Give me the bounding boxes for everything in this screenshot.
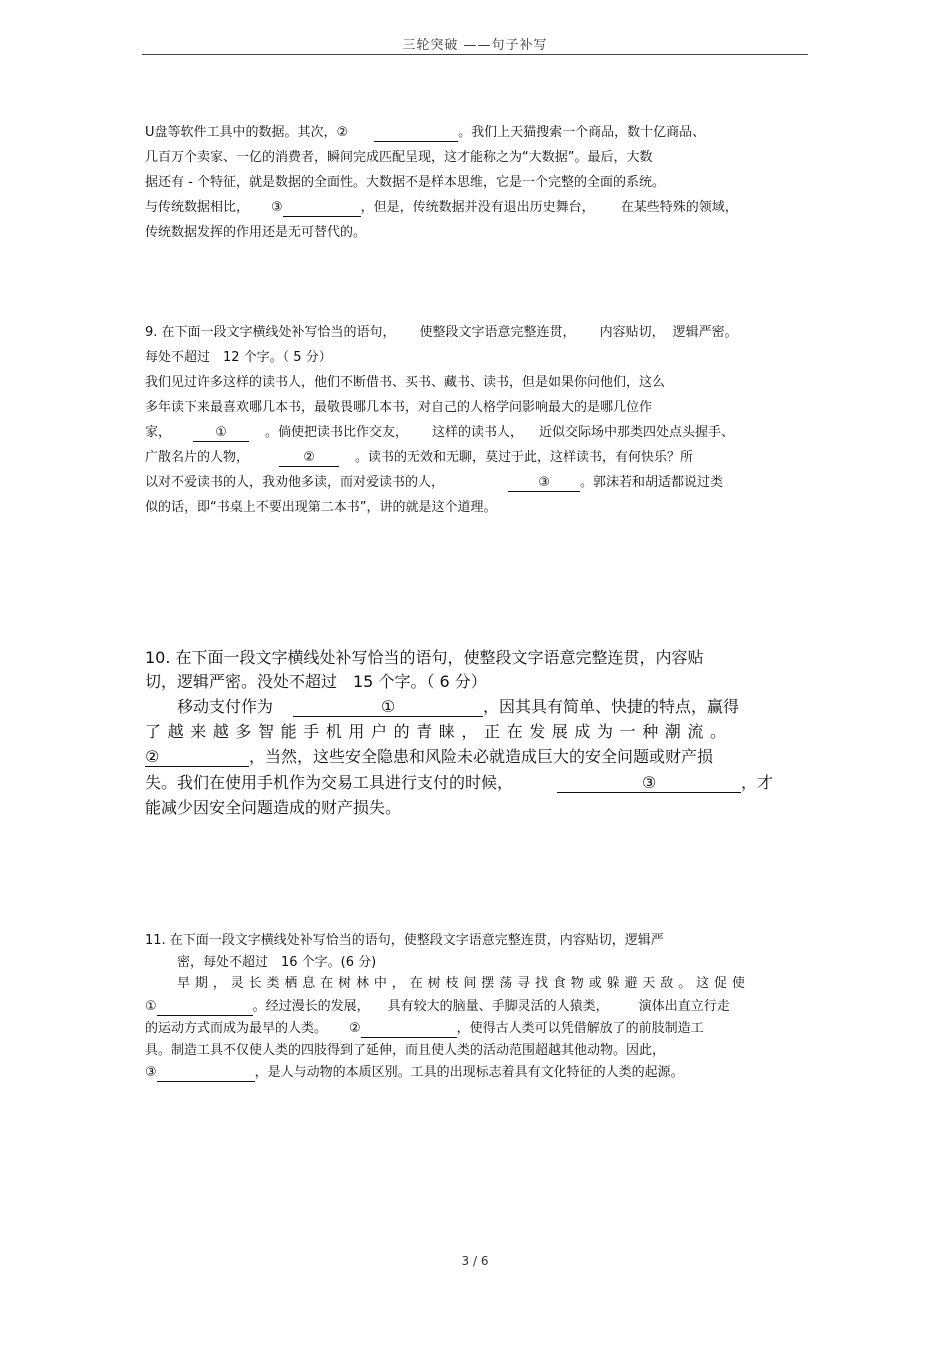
answer-blank-2[interactable]: ②: [145, 748, 249, 767]
answer-blank[interactable]: [374, 126, 458, 142]
q10-line: 能减少因安全问题造成的财产损失。: [145, 798, 402, 817]
p8-line: 与传统数据相比， ③ ，但是，传统数据并没有退出历史舞台， 在某些特殊的领域，: [145, 200, 738, 215]
answer-blank-1[interactable]: ①: [193, 426, 249, 442]
answer-blank-3[interactable]: [157, 1066, 255, 1082]
q11-line: 早期，灵长类栖息在树林中，在树枝间摆荡寻找食物或躲避天敌。这促使: [177, 976, 750, 991]
page-number: 3 / 6: [461, 1254, 489, 1268]
q9-line: 似的话，即“书桌上不要出现第二本书”，讲的就是这个道理。: [145, 500, 497, 515]
q9-prompt: 9. 在下面一段文字横线处补写恰当的语句， 使整段文字语意完整连贯， 内容贴切， 逻辑严密。: [145, 325, 738, 340]
header-divider: [142, 54, 808, 55]
answer-blank-1[interactable]: [157, 1000, 253, 1016]
p8-line: 几百万个卖家、一亿的消费者，瞬间完成匹配呈现，这才能称之为“大数据”。最后，大数: [145, 150, 653, 165]
q10-line: 失。我们在使用手机作为交易工具进行支付的时候， ③ ，才: [145, 773, 774, 792]
p8-line: 据还有 - 个特征，就是数据的全面性。大数据不是样本思维，它是一个完整的全面的系统。: [145, 175, 665, 190]
q9-line: 多年读下来最喜欢哪几本书，最敬畏哪几本书，对自己的人格学问影响最大的是哪几位作: [145, 400, 653, 415]
p8-line: U盘等软件工具中的数据。其次，② 。我们上天猫搜索一个商品，数十亿商品、: [145, 125, 706, 140]
answer-blank-2[interactable]: [361, 1022, 457, 1038]
answer-blank-1[interactable]: ①: [293, 698, 483, 717]
p8-line: 传统数据发挥的作用还是无可替代的。: [145, 225, 367, 240]
q11-line: ① 。经过漫长的发展， 具有较大的脑量、手脚灵活的人猿类， 演体出直立行走: [145, 999, 730, 1014]
answer-blank-3[interactable]: ③: [508, 476, 580, 492]
q11-line: ③ ，是人与动物的本质区别。工具的出现标志着具有文化特征的人类的起源。: [145, 1065, 684, 1080]
q9-line: 我们见过许多这样的读书人，他们不断借书、买书、藏书、读书，但是如果你问他们，这么: [145, 375, 666, 390]
q10-prompt: 10. 在下面一段文字横线处补写恰当的语句，使整段文字语意完整连贯，内容贴: [145, 648, 704, 667]
q10-line: 移动支付作为 ① ，因其具有简单、快捷的特点，赢得: [177, 697, 740, 716]
q11-prompt: 密，每处不超过 16 个字。(6 分): [177, 955, 377, 970]
q10-prompt: 切，逻辑严密。没处不超过 15 个字。（ 6 分）: [145, 672, 487, 691]
q9-line: 家， ① 。倘使把读书比作交友， 这样的读书人， 近似交际场中那类四处点头握手、: [145, 425, 735, 440]
page-header-title: 三轮突破 ——句子补写: [402, 38, 548, 53]
q11-line: 的运动方式而成为最早的人类。 ② ，使得古人类可以凭借解放了的前肢制造工: [145, 1021, 704, 1036]
answer-blank-2[interactable]: ②: [279, 451, 339, 467]
q10-line: ② ，当然，这些安全隐患和风险未必就造成巨大的安全问题或财产损: [145, 747, 714, 766]
q11-prompt: 11. 在下面一段文字横线处补写恰当的语句，使整段文字语意完整连贯，内容贴切，逻辑严: [145, 933, 664, 948]
q10-line: 了越来越多智能手机用户的青睐，正在发展成为一种潮流。: [145, 722, 733, 741]
q9-line: 以对不爱读书的人，我劝他多读，而对爱读书的人， ③ 。郭沫若和胡适都说过类: [145, 475, 724, 490]
q9-prompt: 每处不超过 12 个字。（ 5 分）: [145, 350, 332, 365]
q9-line: 广散名片的人物， ② 。读书的无效和无聊，莫过于此，这样读书，有何快乐？所: [145, 450, 694, 465]
answer-blank[interactable]: [283, 201, 361, 217]
answer-blank-3[interactable]: ③: [557, 774, 741, 793]
q11-line: 具。制造工具不仅使人类的四肢得到了延伸，而且使人类的活动范围超越其他动物。因此，: [145, 1043, 666, 1058]
